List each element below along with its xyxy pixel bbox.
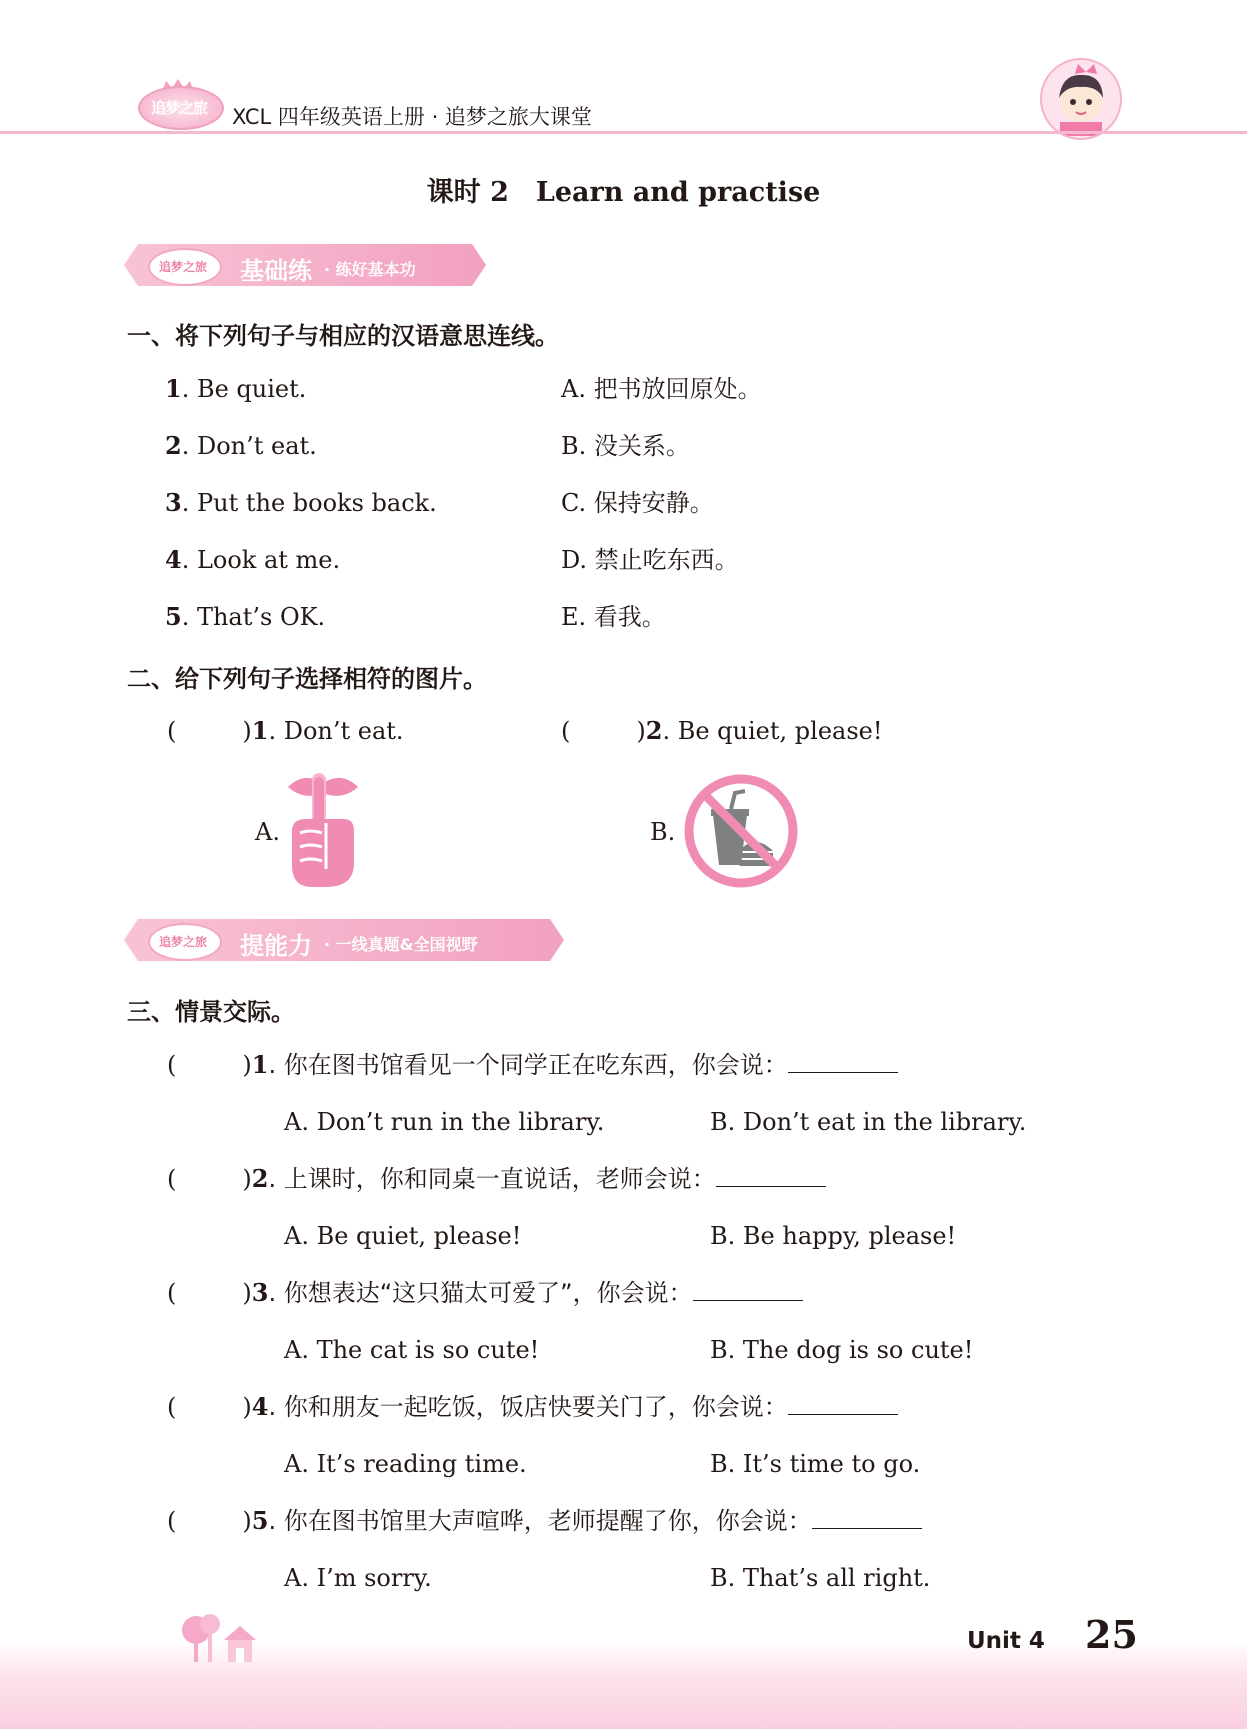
banner-subtitle: · 练好基本功 bbox=[324, 260, 416, 279]
brand-logo-text: 追梦之旅 bbox=[150, 99, 207, 117]
banner-badge-text: 追梦之旅 bbox=[158, 935, 207, 949]
picture-a-label: A. bbox=[255, 818, 280, 846]
match-left-item-2: 2. Don’t eat. bbox=[165, 431, 317, 460]
quiet-finger-icon bbox=[286, 773, 360, 889]
section-banner-advanced bbox=[124, 919, 564, 961]
dialog-option-5a: A. I’m sorry. bbox=[284, 1564, 432, 1592]
dialog-option-3b: B. The dog is so cute! bbox=[710, 1336, 974, 1364]
dialog-option-1a: A. Don’t run in the library. bbox=[284, 1108, 605, 1136]
header-title: XCL 四年级英语上册 · 追梦之旅大课堂 bbox=[232, 105, 592, 129]
answer-blank[interactable] bbox=[693, 1278, 803, 1301]
banner-title: 提能力 bbox=[240, 932, 312, 960]
answer-blank[interactable] bbox=[788, 1050, 898, 1073]
mascot-avatar bbox=[1040, 58, 1122, 140]
dialog-option-4a: A. It’s reading time. bbox=[284, 1450, 527, 1478]
match-right-item-b: B. 没关系。 bbox=[561, 432, 690, 460]
answer-blank[interactable] bbox=[788, 1392, 898, 1415]
picture-b-label: B. bbox=[650, 818, 676, 846]
match-left-item-4: 4. Look at me. bbox=[165, 545, 341, 574]
dialog-option-2a: A. Be quiet, please! bbox=[284, 1222, 522, 1250]
unit-label: Unit 4 bbox=[967, 1628, 1045, 1654]
dialog-option-2b: B. Be happy, please! bbox=[710, 1222, 957, 1250]
choice-question-2: ( )2. Be quiet, please! bbox=[561, 716, 883, 745]
banner-badge-text: 追梦之旅 bbox=[158, 260, 207, 274]
match-right-item-a: A. 把书放回原处。 bbox=[561, 375, 762, 403]
match-left-item-5: 5. That’s OK. bbox=[165, 602, 326, 631]
match-right-item-c: C. 保持安静。 bbox=[561, 489, 714, 517]
dialog-question-4: ( )4. 你和朋友一起吃饭，饭店快要关门了，你会说： bbox=[167, 1392, 898, 1422]
answer-blank[interactable] bbox=[716, 1164, 826, 1187]
section3-heading: 三、情景交际。 bbox=[127, 998, 295, 1026]
dialog-question-2: ( )2. 上课时，你和同桌一直说话，老师会说： bbox=[167, 1164, 826, 1194]
tree-house-icon bbox=[180, 1612, 270, 1664]
page-number: 25 bbox=[1085, 1612, 1138, 1657]
match-left-item-1: 1. Be quiet. bbox=[165, 374, 307, 403]
lesson-title: 课时 2 Learn and practise bbox=[426, 177, 821, 208]
section-banner-basic bbox=[124, 244, 486, 286]
banner-title: 基础练 bbox=[240, 257, 312, 285]
match-right-item-e: E. 看我。 bbox=[561, 603, 666, 631]
match-right-item-d: D. 禁止吃东西。 bbox=[561, 546, 739, 574]
dialog-question-3: ( )3. 你想表达“这只猫太可爱了”，你会说： bbox=[167, 1278, 803, 1308]
dialog-option-5b: B. That’s all right. bbox=[710, 1564, 931, 1592]
section2-heading: 二、给下列句子选择相符的图片。 bbox=[127, 665, 487, 693]
dialog-question-5: ( )5. 你在图书馆里大声喧哗，老师提醒了你，你会说： bbox=[167, 1506, 922, 1536]
match-left-item-3: 3. Put the books back. bbox=[165, 488, 437, 517]
dialog-option-1b: B. Don’t eat in the library. bbox=[710, 1108, 1027, 1136]
banner-subtitle: · 一线真题&全国视野 bbox=[324, 935, 478, 954]
header-divider bbox=[0, 131, 1247, 134]
dialog-question-1: ( )1. 你在图书馆看见一个同学正在吃东西，你会说： bbox=[167, 1050, 898, 1080]
dialog-option-3a: A. The cat is so cute! bbox=[284, 1336, 540, 1364]
no-eating-icon bbox=[683, 773, 799, 889]
section1-heading: 一、将下列句子与相应的汉语意思连线。 bbox=[127, 322, 559, 350]
dialog-option-4b: B. It’s time to go. bbox=[710, 1450, 921, 1478]
answer-blank[interactable] bbox=[812, 1506, 922, 1529]
choice-question-1: ( )1. Don’t eat. bbox=[167, 716, 404, 745]
